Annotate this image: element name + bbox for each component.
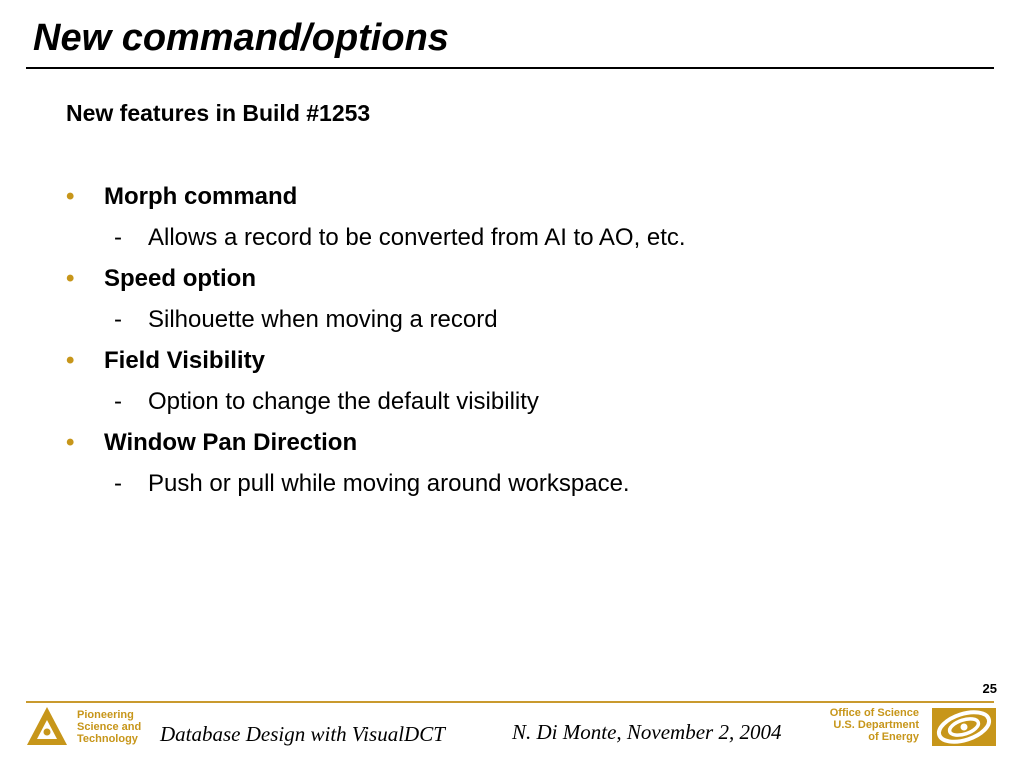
- footer-divider: [26, 701, 994, 703]
- doe-logo-icon: [932, 708, 996, 746]
- presentation-title: Database Design with VisualDCT: [160, 722, 445, 746]
- bullet-icon: •: [66, 347, 75, 374]
- bullet-label: Field Visibility: [104, 347, 265, 374]
- bullet-icon: •: [66, 429, 75, 456]
- argonne-logo-icon: [26, 706, 68, 746]
- bullet-icon: •: [66, 183, 75, 210]
- dash-icon: -: [114, 470, 122, 497]
- sub-bullet-text: Option to change the default visibility: [148, 388, 539, 415]
- page-number: 25: [982, 681, 997, 696]
- doe-logo-text: Office of Science U.S. Department of Energy: [829, 707, 919, 743]
- bullet-icon: •: [66, 265, 75, 292]
- bullet-label: Speed option: [104, 265, 256, 292]
- sub-bullet-text: Allows a record to be converted from AI to AO, etc.: [148, 224, 686, 251]
- dash-icon: -: [114, 306, 122, 333]
- sub-bullet-text: Silhouette when moving a record: [148, 306, 498, 333]
- bullet-item: [66, 176, 966, 258]
- dash-icon: -: [114, 388, 122, 415]
- bullet-list: [66, 176, 966, 504]
- dash-icon: -: [114, 224, 122, 251]
- title-divider: [26, 67, 994, 69]
- bullet-item: [66, 340, 966, 422]
- slide-title: New command/options: [33, 17, 449, 59]
- bullet-label: Morph command: [104, 183, 298, 210]
- argonne-logo-text: Pioneering Science and Technology: [77, 709, 142, 745]
- bullet-label: Window Pan Direction: [104, 429, 358, 456]
- author-date: N. Di Monte, November 2, 2004: [512, 720, 782, 744]
- slide-subtitle: New features in Build #1253: [66, 100, 371, 126]
- bullet-item: [66, 258, 966, 340]
- sub-bullet-text: Push or pull while moving around workspace.: [148, 470, 630, 497]
- bullet-item: [66, 422, 966, 504]
